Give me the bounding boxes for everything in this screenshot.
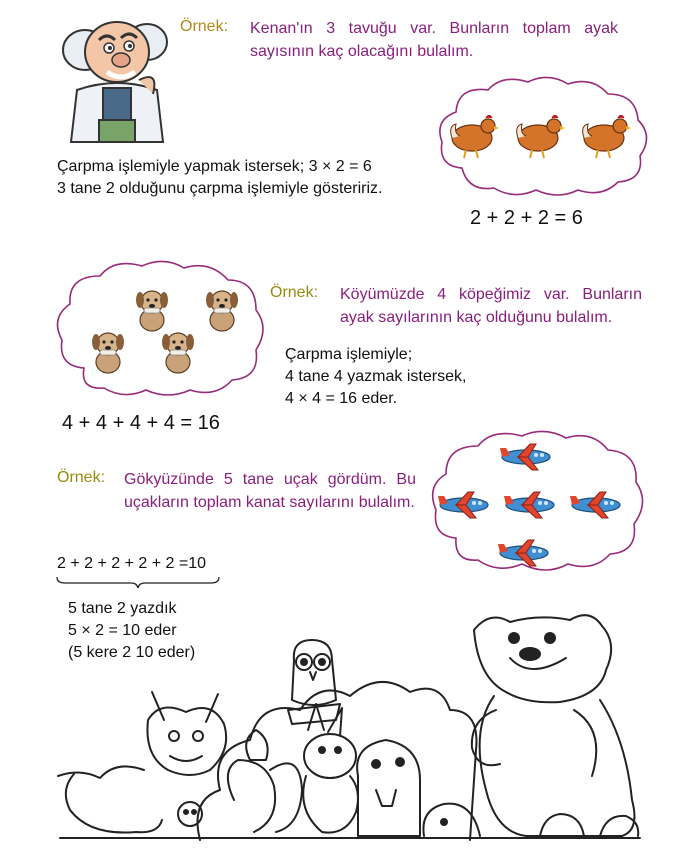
chicken-icon: [446, 112, 500, 160]
dog-cloud: [50, 258, 268, 400]
example-2-explain-line-2: 4 tane 4 yazmak istersek,: [285, 368, 467, 385]
example-1-text: Kenan'ın 3 tavuğu var. Bunların toplam ayak sayısının kaç olacağını bulalım.: [250, 20, 618, 60]
professor-illustration: [55, 10, 175, 150]
example-2-explain-line-3: 4 × 4 = 16 eder.: [285, 390, 398, 407]
example-2-equation: 4 + 4 + 4 + 4 = 16: [62, 412, 220, 434]
example-3-label: Örnek:: [57, 469, 106, 486]
airplane-icon: [568, 488, 626, 522]
example-1-equation: 2 + 2 + 2 = 6: [470, 207, 583, 229]
example-2-text: Köyümüzde 4 köpeğimiz var. Bunların ayak sayılarının kaç olduğunu bulalım.: [340, 286, 642, 326]
example-3-equation: 2 + 2 + 2 + 2 + 2 =10: [57, 555, 207, 572]
example-2-explain-line-1: Çarpma işlemiyle;: [285, 346, 413, 363]
underbrace: [55, 575, 221, 589]
dog-icon: [202, 286, 242, 332]
animals-coloring-illustration: [40, 600, 650, 850]
airplane-icon: [436, 488, 494, 522]
dog-icon: [132, 286, 172, 332]
chicken-icon: [578, 112, 632, 160]
example-3-explain-line-3: (5 kere 2 10 eder): [68, 644, 196, 661]
example-1-explain-line-2: 3 tane 2 olduğunu çarpma işlemiyle gösteririz.: [57, 180, 383, 197]
airplane-icon: [502, 488, 560, 522]
example-3-explain-line-1: 5 tane 2 yazdık: [68, 600, 177, 617]
dog-icon: [158, 328, 198, 374]
chicken-cloud: [432, 72, 654, 200]
airplane-cloud: [426, 426, 652, 576]
dog-icon: [88, 328, 128, 374]
example-3-explain-line-2: 5 × 2 = 10 eder: [68, 622, 177, 639]
example-1-explain-line-1: Çarpma işlemiyle yapmak istersek; 3 × 2 = 6: [57, 158, 372, 175]
airplane-icon: [496, 536, 554, 570]
example-3-text: Gökyüzünde 5 tane uçak gördüm. Bu uçakların toplam kanat sayılarını bulalım.: [124, 471, 416, 511]
example-1-label: Örnek:: [180, 18, 229, 35]
chicken-icon: [512, 112, 566, 160]
airplane-icon: [498, 440, 556, 474]
example-2-label: Örnek:: [270, 284, 319, 301]
